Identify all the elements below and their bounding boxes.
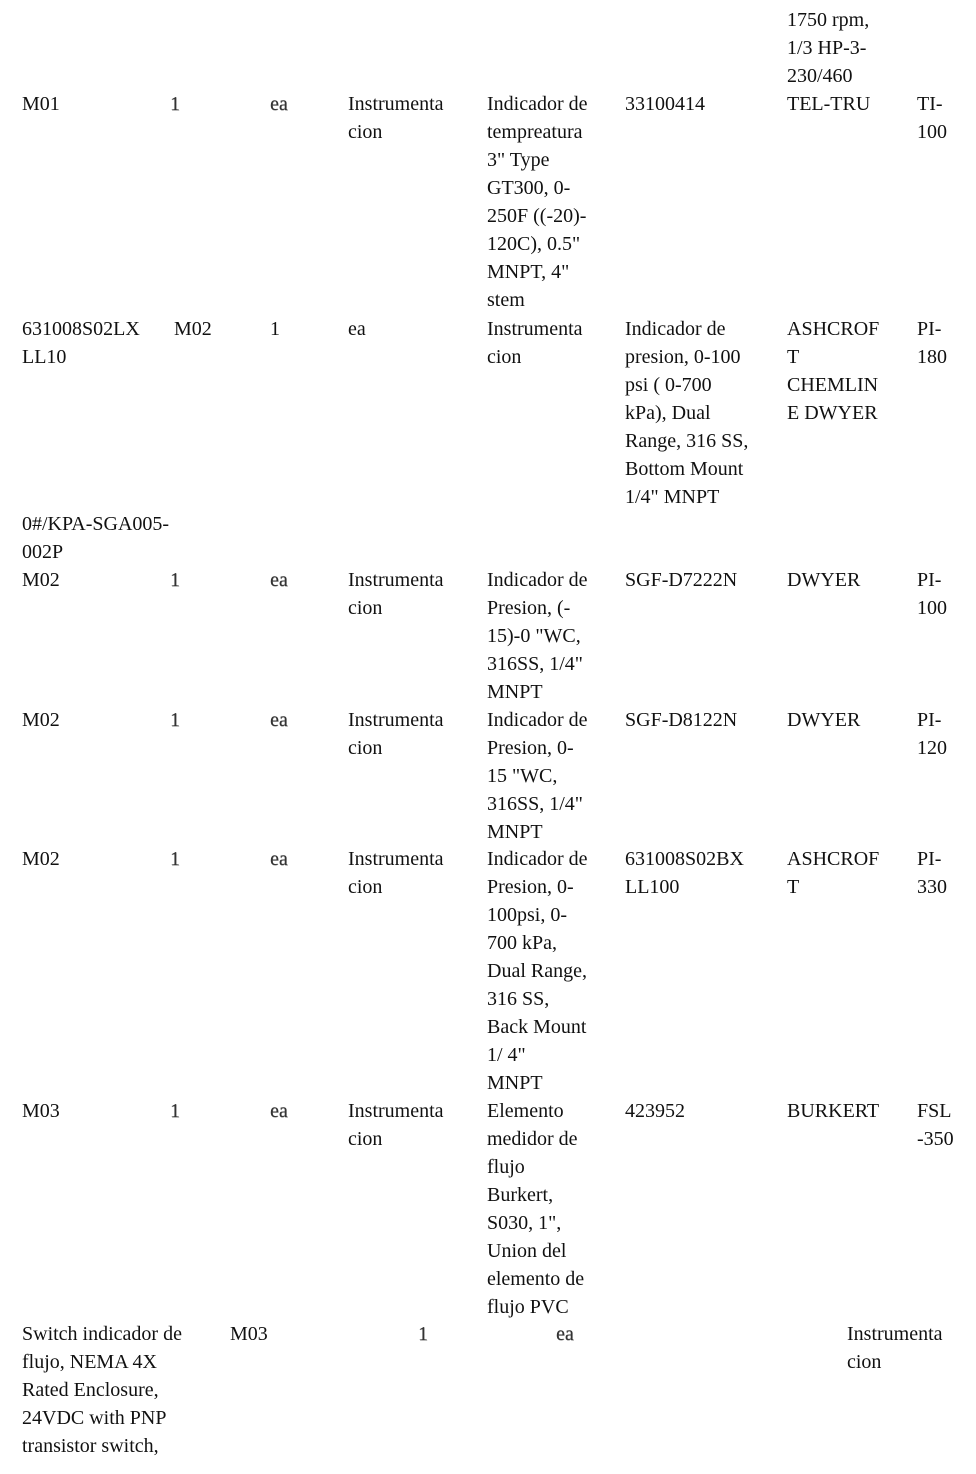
description-cell: Indicador de Presion, 0- 100psi, 0- 700 kPa, Dual Range, 316 SS, Back Mount 1/ 4" MNPT	[487, 848, 588, 1094]
part-number-cell: 631008S02LX LL10	[22, 318, 140, 368]
manufacturer-cell: ASHCROF T CHEMLIN E DWYER	[787, 318, 880, 424]
unit-cell: ea	[556, 1323, 574, 1345]
category-cell: Instrumenta cion	[348, 709, 444, 759]
manufacturer-cell: DWYER	[787, 709, 861, 731]
spec-cell: 1750 rpm, 1/3 HP-3- 230/460	[787, 9, 870, 87]
code-cell: M01	[22, 93, 60, 115]
qty-cell: 1	[170, 848, 180, 870]
tag-cell: PI- 330	[917, 848, 947, 898]
code-cell: M02	[22, 709, 60, 731]
qty-cell: 1	[170, 569, 180, 591]
part-number-cell: 631008S02BX LL100	[625, 848, 744, 898]
unit-cell: ea	[270, 569, 288, 591]
code-cell: M02	[174, 318, 212, 340]
unit-cell: ea	[348, 318, 366, 340]
part-number-cell: SGF-D8122N	[625, 709, 738, 731]
part-number-cell: 33100414	[625, 93, 705, 115]
qty-cell: 1	[418, 1323, 428, 1345]
description-cell: Switch indicador de flujo, NEMA 4X Rated Enclosure, 24VDC with PNP transistor switch,	[22, 1323, 182, 1457]
tag-cell: TI- 100	[917, 93, 947, 143]
tag-cell: PI- 180	[917, 318, 947, 368]
manufacturer-cell: DWYER	[787, 569, 861, 591]
code-cell: M02	[22, 848, 60, 870]
qty-cell: 1	[170, 93, 180, 115]
qty-cell: 1	[270, 318, 280, 340]
category-cell: Instrumenta cion	[847, 1323, 943, 1373]
tag-cell: PI- 120	[917, 709, 947, 759]
description-cell: Indicador de presion, 0-100 psi ( 0-700 kPa), Dual Range, 316 SS, Bottom Mount 1/4" MNPT	[625, 318, 749, 508]
description-cell: Indicador de tempreatura 3" Type GT300, 0- 250F ((-20)- 120C), 0.5" MNPT, 4" stem	[487, 93, 588, 311]
category-cell: Instrumenta cion	[487, 318, 583, 368]
category-cell: Instrumenta cion	[348, 569, 444, 619]
manufacturer-cell: ASHCROF T	[787, 848, 880, 898]
manufacturer-cell: BURKERT	[787, 1100, 880, 1122]
unit-cell: ea	[270, 848, 288, 870]
code-cell: M02	[22, 569, 60, 591]
category-cell: Instrumenta cion	[348, 1100, 444, 1150]
unit-cell: ea	[270, 709, 288, 731]
part-number-cell: 423952	[625, 1100, 685, 1122]
part-number-cell: 0#/KPA-SGA005- 002P	[22, 513, 170, 563]
description-cell: Indicador de Presion, (- 15)-0 "WC, 316SS, 1/4" MNPT	[487, 569, 588, 703]
category-cell: Instrumenta cion	[348, 93, 444, 143]
unit-cell: ea	[270, 93, 288, 115]
unit-cell: ea	[270, 1100, 288, 1122]
category-cell: Instrumenta cion	[348, 848, 444, 898]
tag-cell: PI- 100	[917, 569, 947, 619]
tag-cell: FSL -350	[917, 1100, 954, 1150]
description-cell: Elemento medidor de flujo Burkert, S030, 1", Union del elemento de flujo PVC	[487, 1100, 585, 1318]
qty-cell: 1	[170, 709, 180, 731]
code-cell: M03	[230, 1323, 268, 1345]
manufacturer-cell: TEL-TRU	[787, 93, 871, 115]
description-cell: Indicador de Presion, 0- 15 "WC, 316SS, 1/4" MNPT	[487, 709, 588, 843]
part-number-cell: SGF-D7222N	[625, 569, 738, 591]
code-cell: M03	[22, 1100, 60, 1122]
qty-cell: 1	[170, 1100, 180, 1122]
